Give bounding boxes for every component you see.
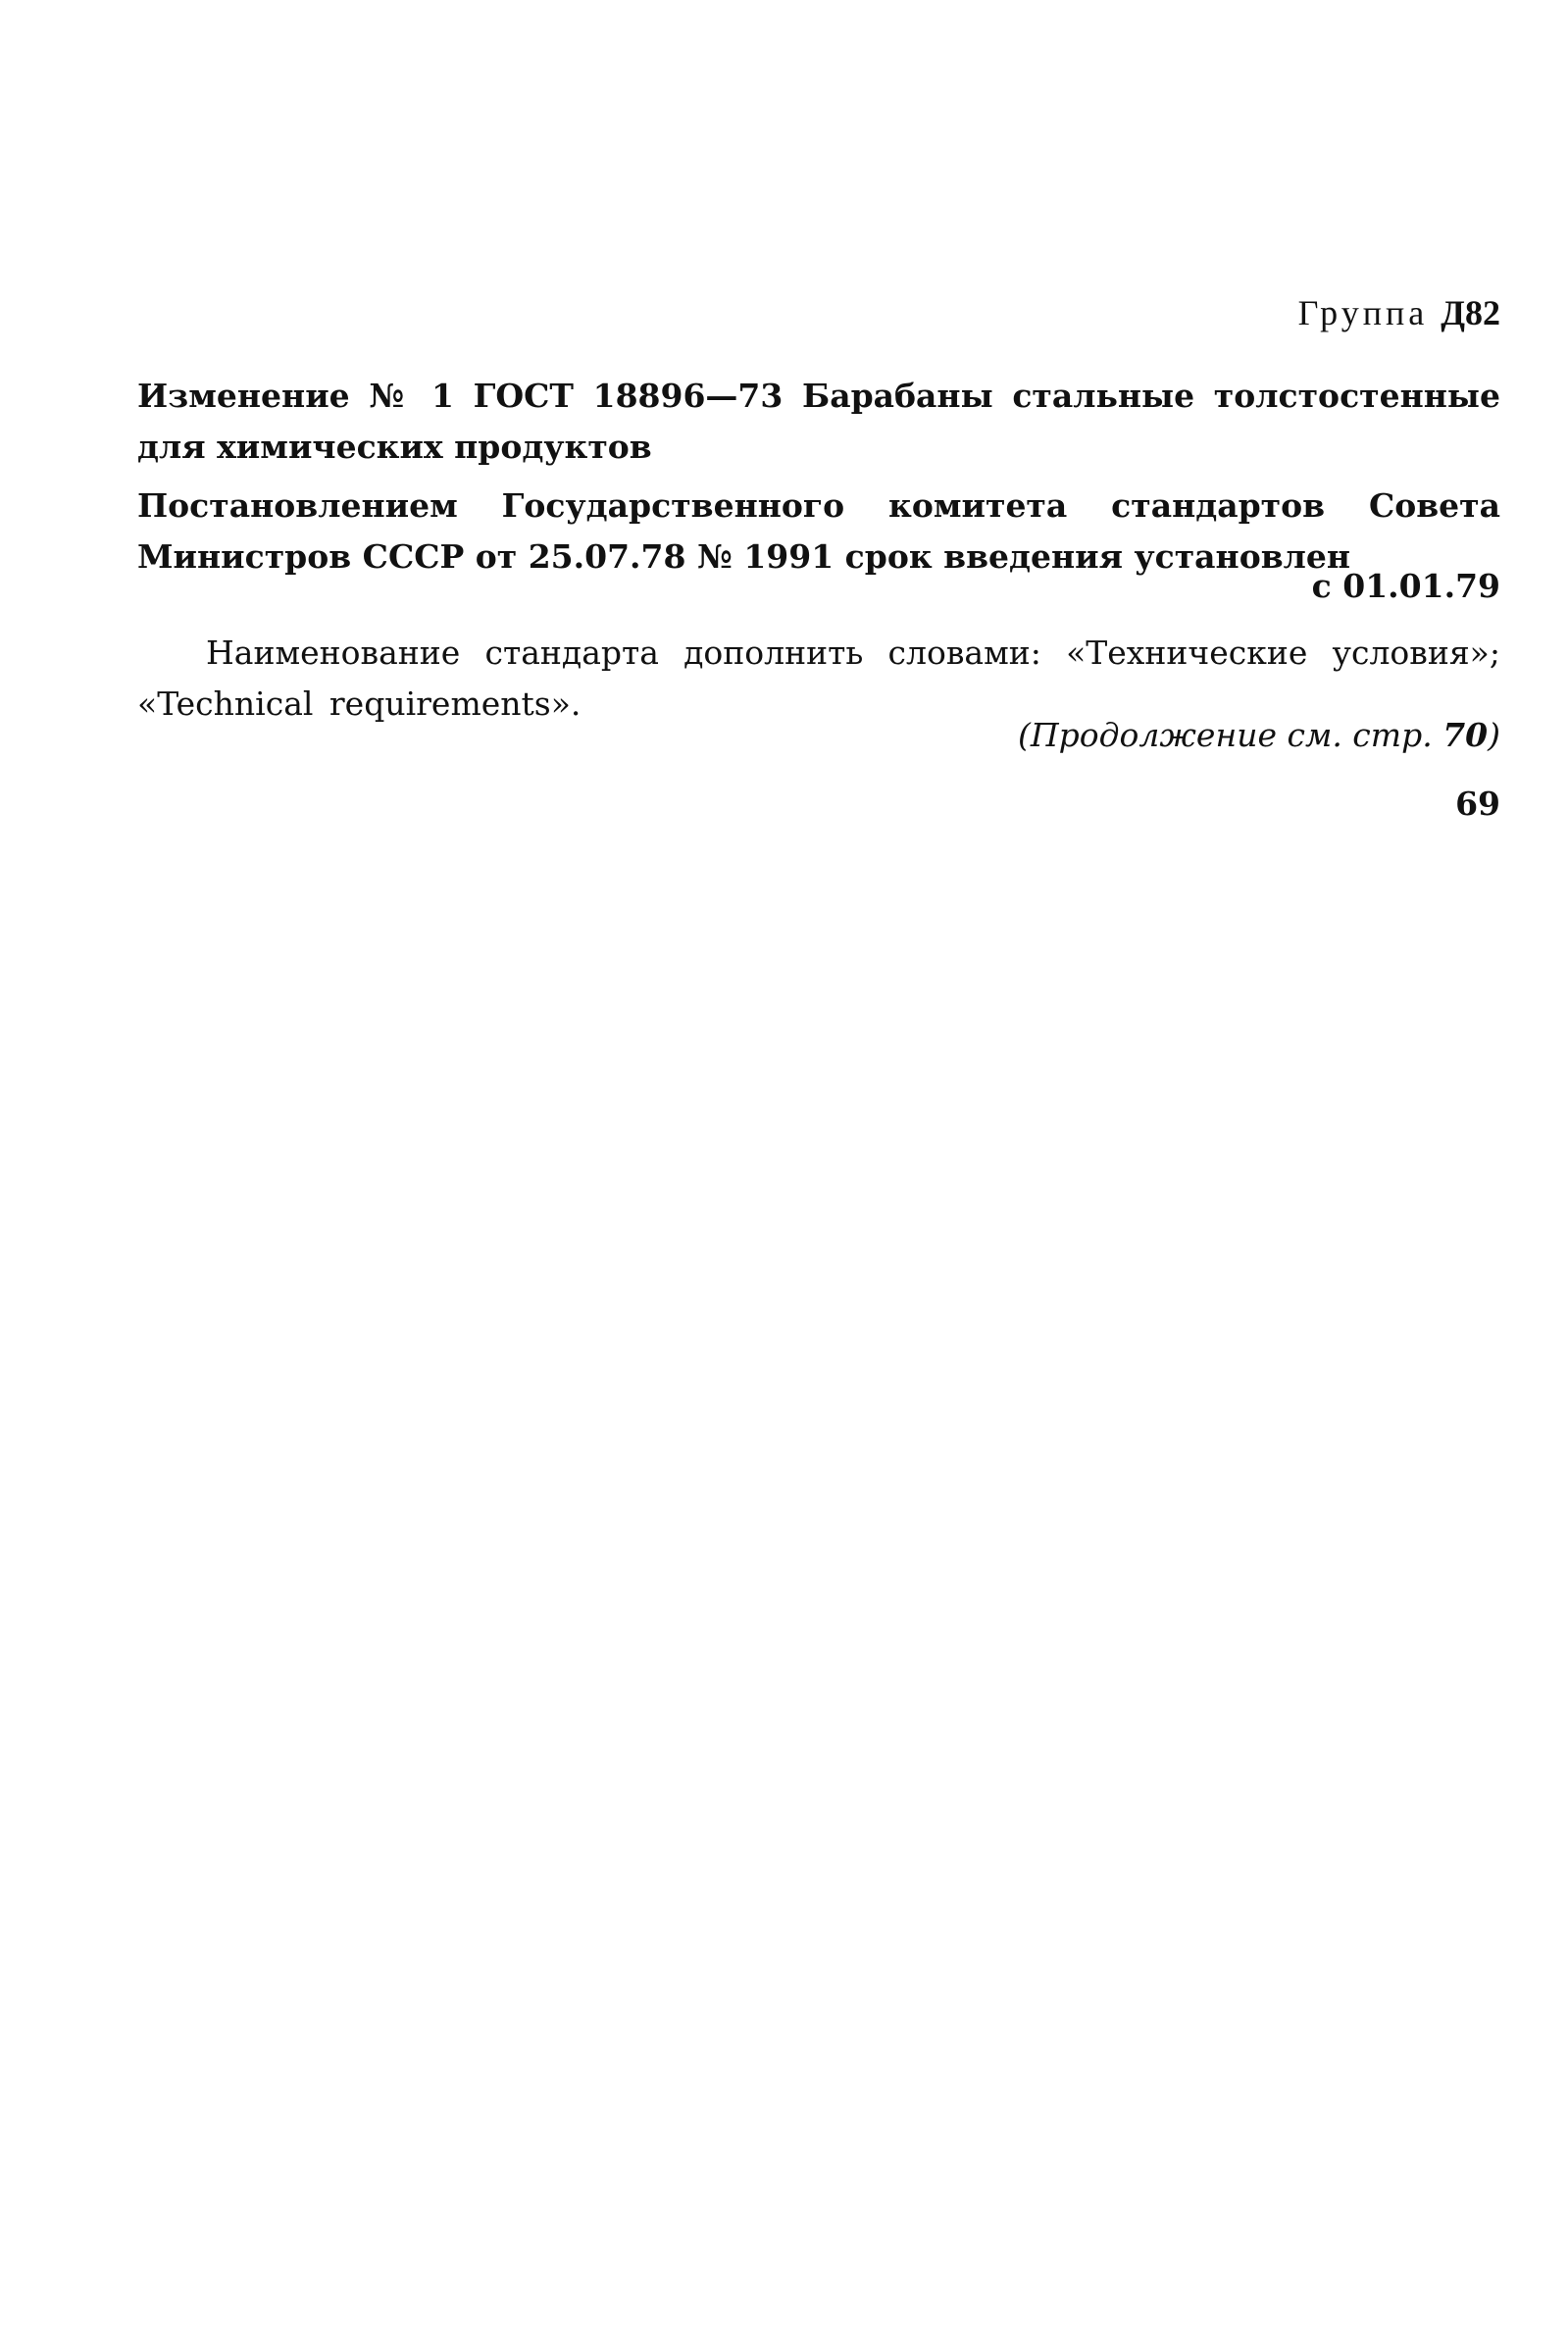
page-number: 69 xyxy=(1455,785,1500,823)
group-label: Группа xyxy=(1297,293,1429,332)
continuation-suffix: ) xyxy=(1488,716,1500,754)
effective-date: с 01.01.79 xyxy=(1311,567,1500,605)
amendment-title: Изменение № 1 ГОСТ 18896—73 Барабаны стальные толстостенные для химических продуктов xyxy=(137,377,1500,466)
continuation-note xyxy=(137,716,1500,754)
group-designation xyxy=(137,292,1500,333)
continuation-page: 70 xyxy=(1442,716,1489,754)
resolution-text: Постановлением Государственного комитета стандартов Совета Министров СССР от 25.07.78 № 1991 срок введения установлен xyxy=(137,486,1500,576)
group-code: Д82 xyxy=(1441,293,1500,332)
continuation-prefix: (Продолжение см. стр. xyxy=(1017,716,1433,754)
amendment-body-paragraph: Наименование стандарта дополнить словами: «Технические условия»; «Technical requirements». xyxy=(137,633,1500,723)
